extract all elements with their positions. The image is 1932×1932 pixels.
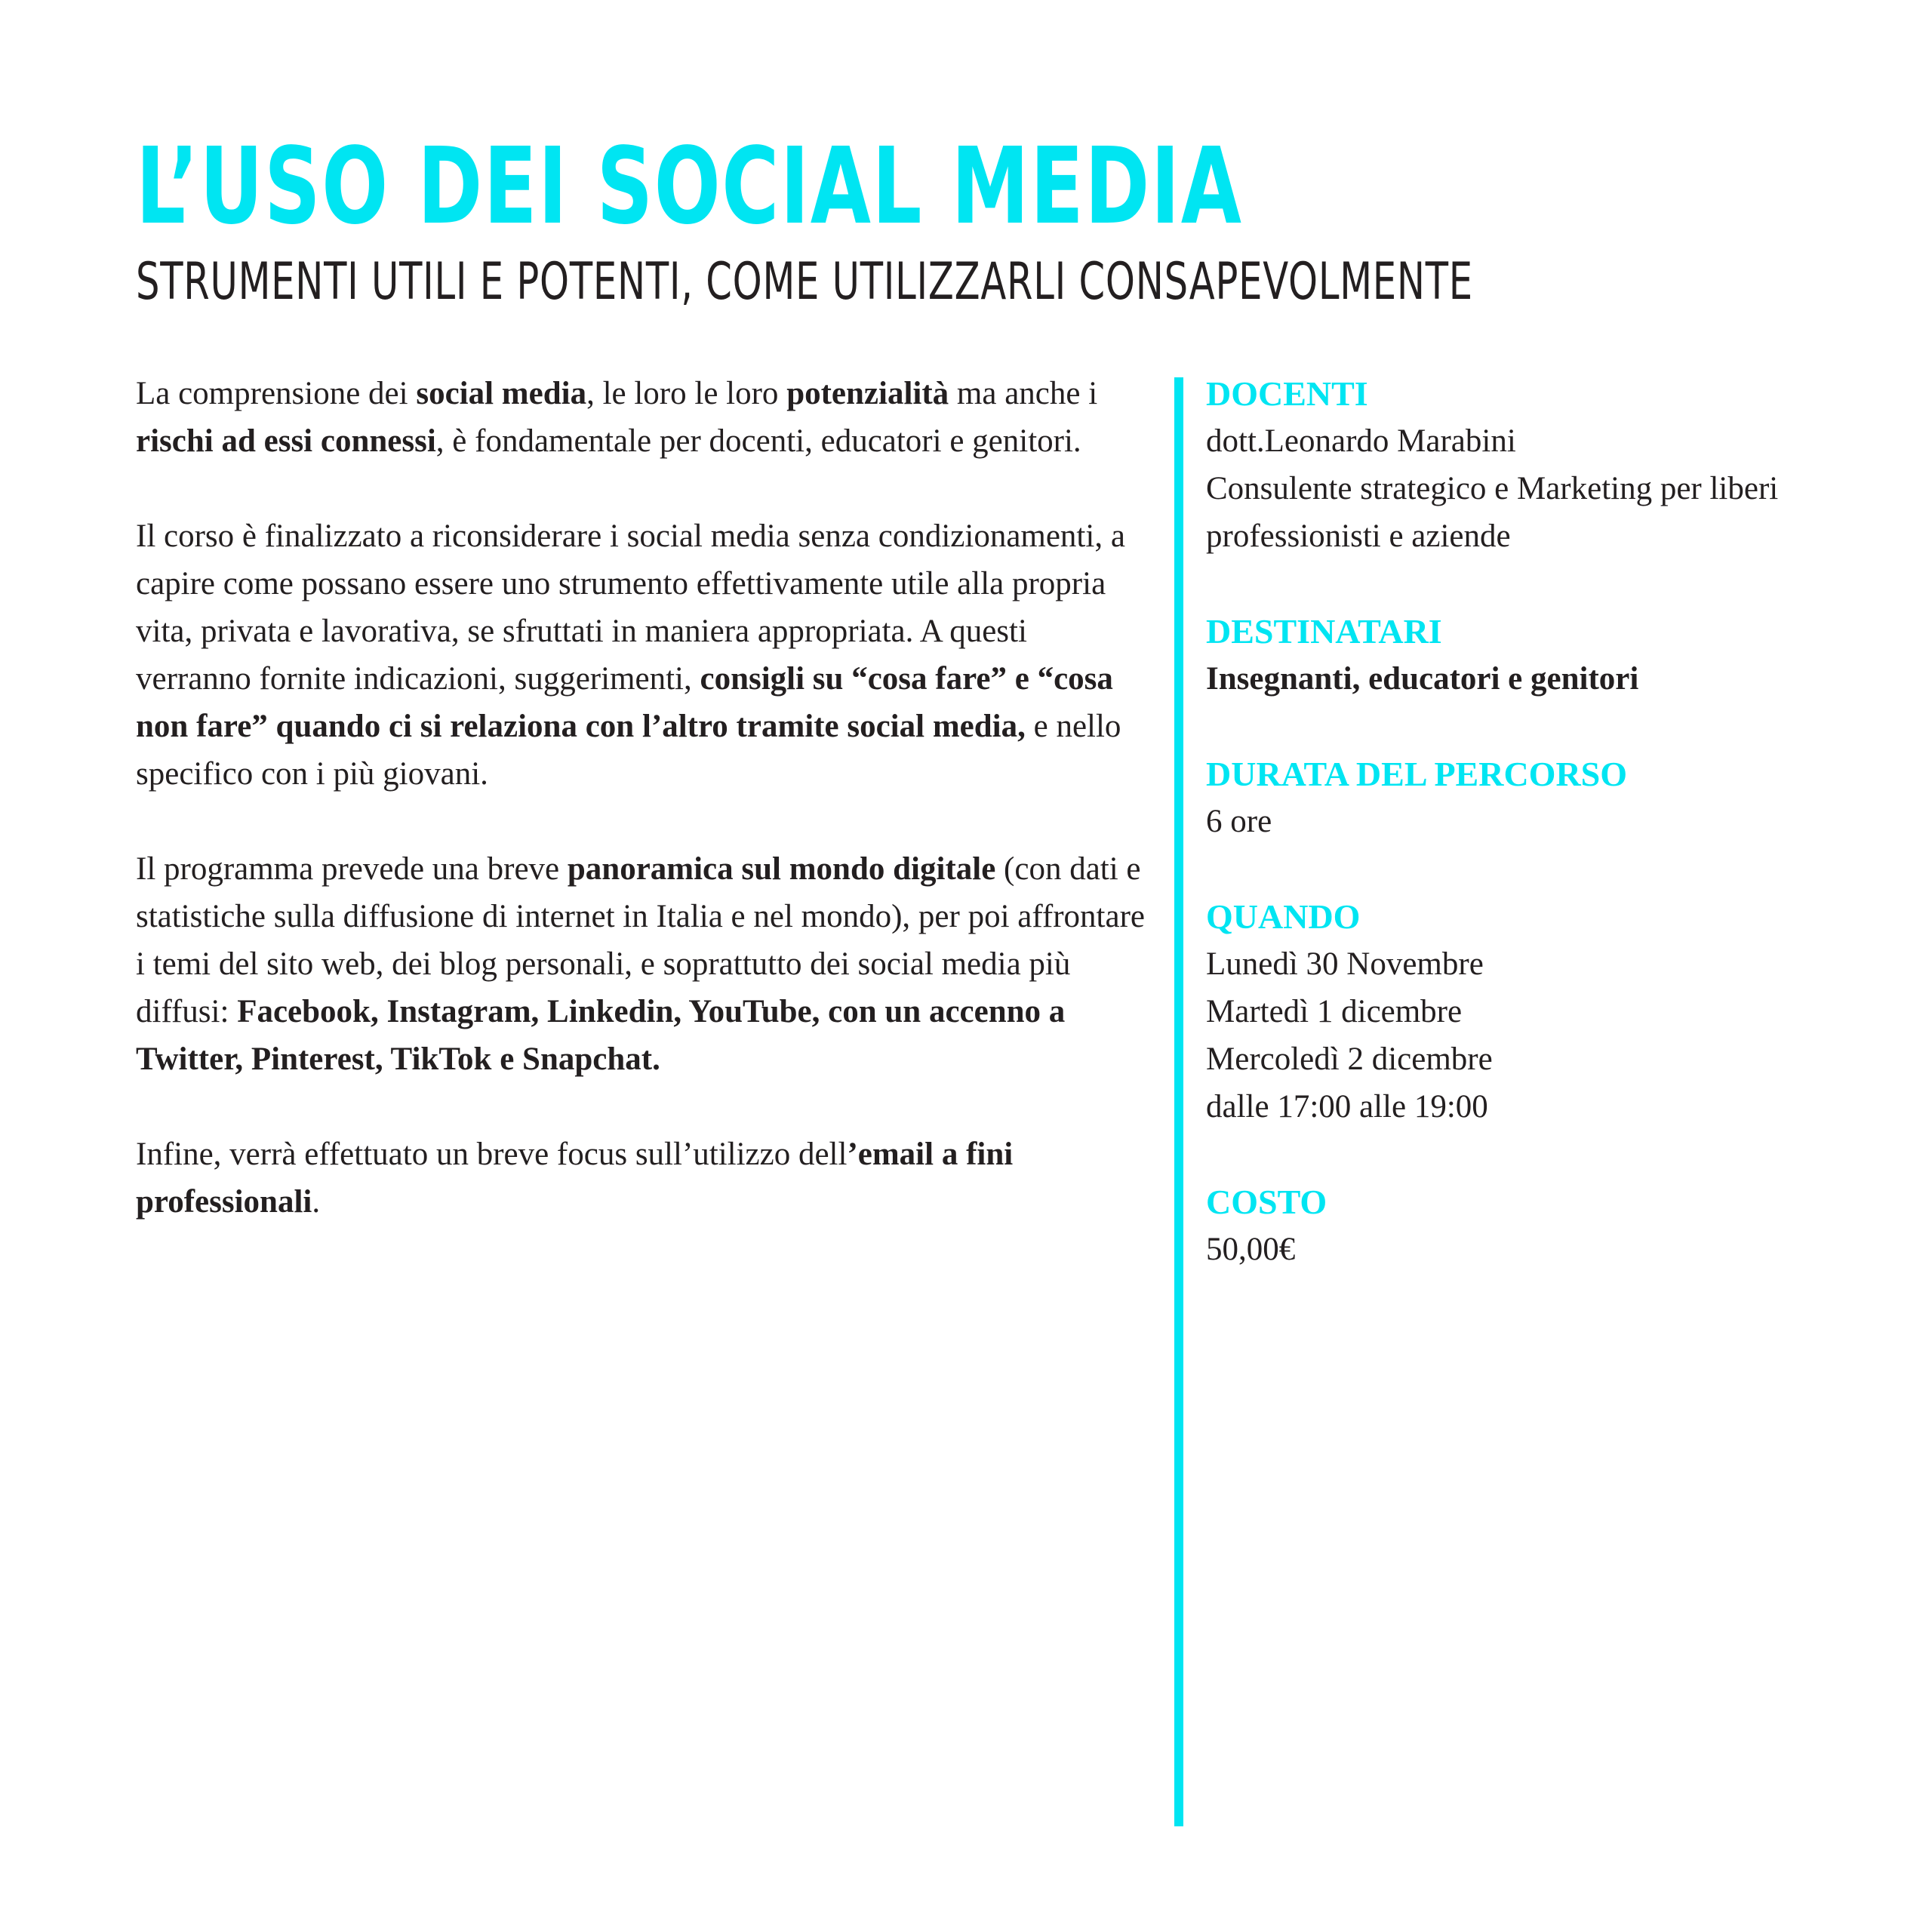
price-text: 50,00€	[1206, 1232, 1296, 1267]
teacher-role: Consulente strategico e Marketing per liberi professionisti e aziende	[1206, 471, 1779, 554]
bold-text-run: panoramica sul mondo digitale	[567, 851, 996, 887]
text-run: Il corso è finalizzato a riconsiderare i social media senza condizionamenti, a capire come possano essere uno strumento effettivamente utile alla propria vita, privata e lavorativa, se sfruttati in maniera appropriata. A questi verranno fornite indicazioni, suggerimenti,	[136, 518, 1125, 697]
section-quando	[1206, 893, 1885, 1131]
text-run: Infine, verrà effettuato un breve focus sull’utilizzo dell	[136, 1137, 848, 1172]
text-run: ma anche i	[949, 376, 1098, 411]
duration-text: 6 ore	[1206, 804, 1272, 839]
schedule-date: Mercoledì 2 dicembre	[1206, 1041, 1493, 1077]
section-heading: DESTINATARI	[1206, 612, 1442, 651]
page-subtitle: STRUMENTI UTILI E POTENTI, COME UTILIZZARLI CONSAPEVOLMENTE	[136, 252, 1473, 312]
text-run: Il programma prevede una breve	[136, 851, 568, 887]
description-paragraph-1	[136, 370, 1147, 465]
section-durata	[1206, 750, 1885, 845]
bold-text-run: social media	[416, 376, 587, 411]
text-run: (con dati e statistiche sulla diffusione di internet in Italia e nel mondo), per poi affrontare i temi del sito web, dei blog personali, e soprattutto dei social media più diffusi:	[136, 851, 1145, 1029]
course-description	[136, 370, 1147, 1273]
bold-text-run: Facebook, Instagram, Linkedin, YouTube, con un accenno a Twitter, Pinterest, TikTok e Snapchat.	[136, 994, 1066, 1077]
text-run: e nello specifico con i più giovani.	[136, 709, 1121, 792]
section-costo	[1206, 1178, 1885, 1273]
bold-text-run: consigli su “cosa fare” e “cosa non fare” quando ci si relaziona con l’altro tramite social media,	[136, 661, 1113, 744]
bold-text-run: potenzialità	[786, 376, 949, 411]
bold-text-run: ’email a fini professionali	[136, 1137, 1014, 1220]
text-run: .	[312, 1184, 321, 1220]
description-paragraph-2	[136, 512, 1147, 798]
audience-text: Insegnanti, educatori e genitori	[1206, 661, 1639, 697]
text-run: , le loro le loro	[586, 376, 787, 411]
description-paragraph-4	[136, 1131, 1147, 1226]
course-info-sidebar	[1206, 370, 1885, 1321]
schedule-date: Lunedì 30 Novembre	[1206, 946, 1484, 982]
text-run: , è fondamentale per docenti, educatori e genitori.	[435, 423, 1081, 459]
section-destinatari	[1206, 608, 1885, 703]
section-heading: DOCENTI	[1206, 374, 1368, 413]
description-paragraph-3	[136, 845, 1147, 1083]
section-docenti	[1206, 370, 1885, 560]
text-run: La comprensione dei	[136, 376, 417, 411]
bold-text-run: rischi ad essi connessi	[136, 423, 436, 459]
teacher-name: dott.Leonardo Marabini	[1206, 423, 1516, 459]
schedule-date: Martedì 1 dicembre	[1206, 994, 1463, 1029]
schedule-time: dalle 17:00 alle 19:00	[1206, 1089, 1488, 1124]
section-heading: DURATA DEL PERCORSO	[1206, 755, 1628, 793]
page-title: L’USO DEI SOCIAL MEDIA	[136, 125, 1243, 248]
section-heading: QUANDO	[1206, 897, 1361, 936]
section-heading: COSTO	[1206, 1183, 1327, 1221]
vertical-divider	[1174, 377, 1183, 1826]
